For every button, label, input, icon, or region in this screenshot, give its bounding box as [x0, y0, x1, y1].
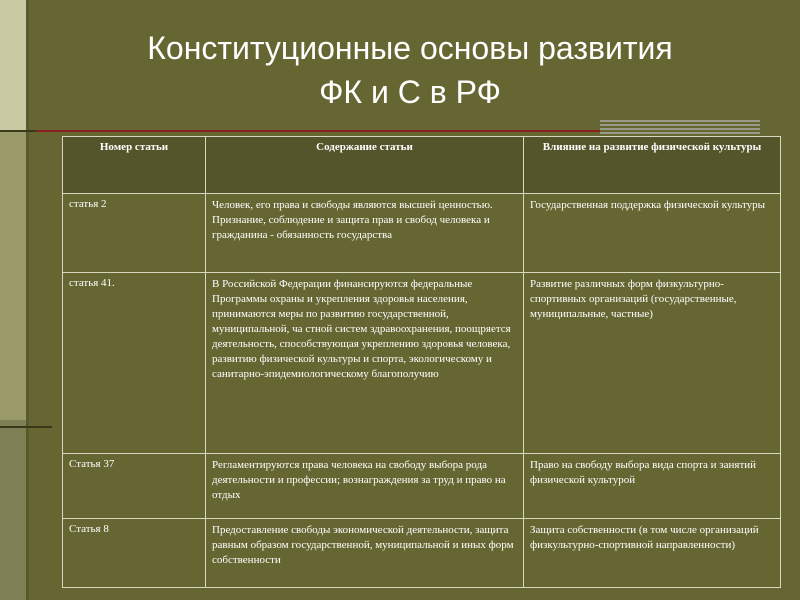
slide-title — [60, 26, 760, 114]
title-line-2: ФК и С в РФ — [319, 74, 501, 110]
left-band-lower — [0, 420, 26, 600]
constitution-table — [62, 136, 781, 588]
article-influence: Государственная поддержка физической культуры — [524, 194, 781, 273]
title-rule — [36, 130, 600, 132]
table-header-row — [63, 137, 781, 194]
article-content: Человек, его права и свободы являются высшей ценностью. Признание, соблюдение и защита прав и свобод человека и гражданина - обязанность государства — [206, 194, 524, 273]
band-mark-lower — [0, 426, 52, 428]
left-band-divider — [26, 0, 29, 600]
article-content: Регламентируются права человека на свободу выбора рода деятельности и профессии; вознаграждения за труд и право на отдых — [206, 454, 524, 519]
table-row — [63, 273, 781, 454]
header-influence: Влияние на развитие физической культуры — [524, 137, 781, 194]
table-row — [63, 194, 781, 273]
table-row — [63, 519, 781, 588]
left-band-upper — [0, 0, 26, 130]
article-number: Статья 37 — [63, 454, 206, 519]
article-number: статья 2 — [63, 194, 206, 273]
table-row — [63, 454, 781, 519]
article-content: В Российской Федерации финансируются федеральные Программы охраны и укрепления здоровья населения, принимаются меры по развитию государственной, муниципальной, ча стной систем здравоохранения, поощряется деятельность, способствующая укреплению здоровья человека, развитию физической культуры и спорта, экологическому и санитарно-эпидемиологическому благополучию — [206, 273, 524, 454]
title-line-1: Конституционные основы развития — [147, 30, 673, 66]
article-influence: Развитие различных форм физкультурно-спортивных организаций (государственные, муниципальные, частные) — [524, 273, 781, 454]
article-number: Статья 8 — [63, 519, 206, 588]
article-content: Предоставление свободы экономической деятельности, защита равным образом государственной, муниципальной и иных форм собственности — [206, 519, 524, 588]
article-influence: Право на свободу выбора вида спорта и занятий физической культурой — [524, 454, 781, 519]
article-number: статья 41. — [63, 273, 206, 454]
header-article-content: Содержание статьи — [206, 137, 524, 194]
left-band-middle — [0, 130, 26, 420]
header-article-number: Номер статьи — [63, 137, 206, 194]
article-influence: Защита собственности (в том числе организаций физкультурно-спортивной направленности) — [524, 519, 781, 588]
